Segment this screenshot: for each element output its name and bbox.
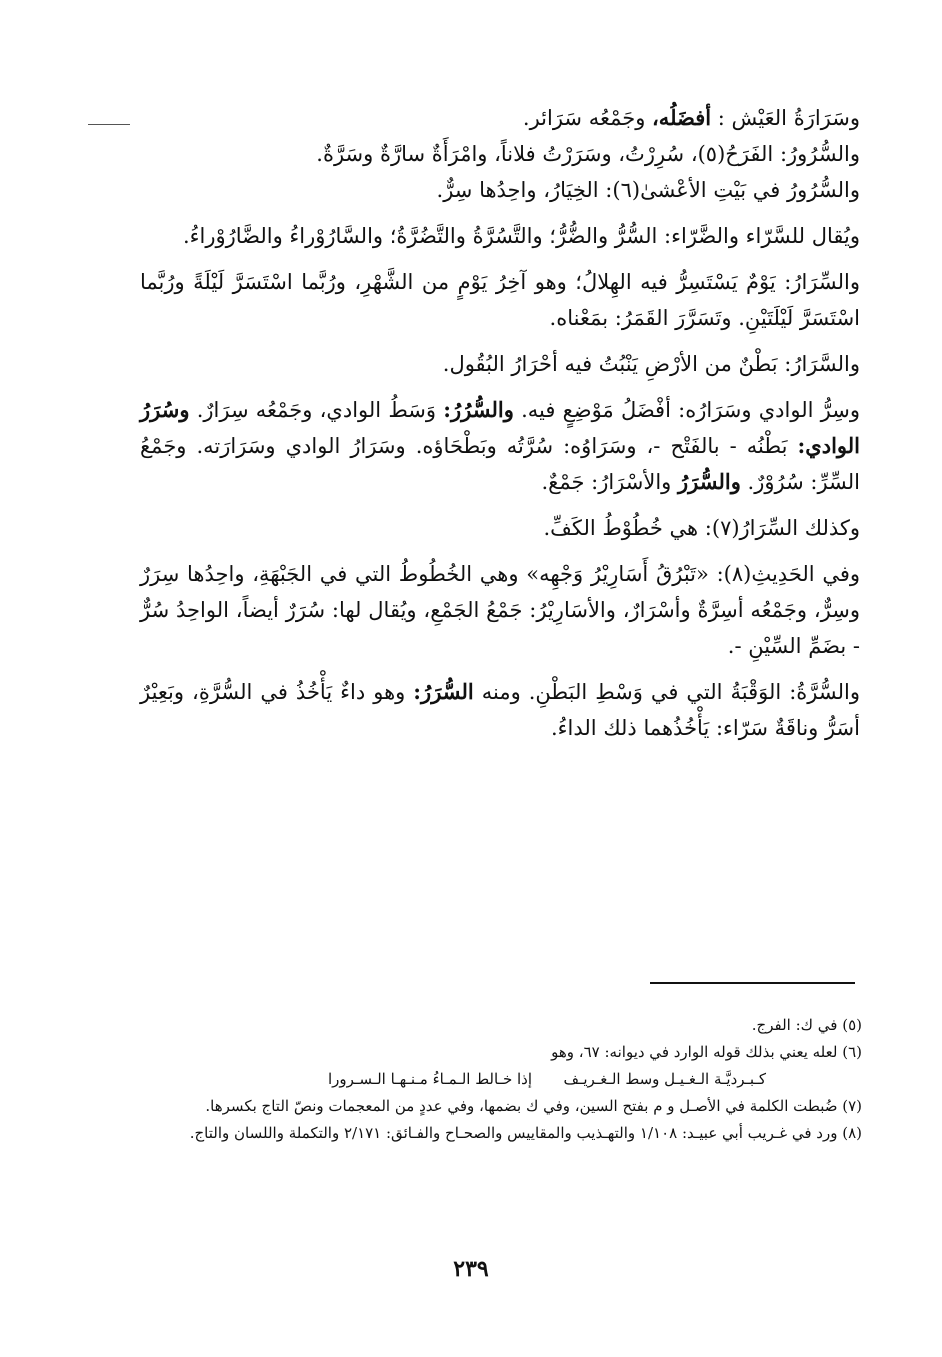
entry-surra: [140, 674, 860, 746]
footnote-5: (٥) في ك: الفرج.: [751, 1016, 862, 1034]
page-number: ٢٣٩: [453, 1256, 489, 1282]
verse-first-hemistich: كـبـرديَّـة الـغـيـل وسط الـغـريـف: [563, 1070, 766, 1088]
bold-term: أفضَلُه،: [652, 105, 712, 130]
entry-sirar-hilal: والسِّرَارُ: يَوْمٌ يَسْتَسِرُّ فيه الهِلالُ؛ وهو آخِرُ يَوْمٍ من الشَّهْرِ، ورُبَّما اسْتَسَرَّ لَيْلَةً ورُبَّما اسْتَسَرَّ لَيْلَتَيْنِ. وتَسَرَّرَ القَمَرُ: بمَعْناه.: [140, 270, 860, 330]
text-span: وجَمْعُه سَرَائر.: [522, 106, 646, 130]
bold-term: والسُّرَرُ: [678, 469, 741, 494]
entry-sarra-darra: ويُقال للسَّرّاء والضَّرّاء: السُّرُّ والضُّرُّ؛ والتَّسُرَّةُ والتَّضُرَّةُ؛ والسَّارُوْراءُ والضَّارُوْراءُ.: [182, 224, 860, 248]
entry-sarar-ard: والسَّرَارُ: بَطْنٌ من الأرْضِ يَنْبُتُ فيه أحْرَارُ البُقُول.: [442, 352, 860, 376]
margin-mark: [88, 124, 130, 125]
main-text: [140, 100, 860, 756]
footnote-7: (٧) ضُبطت الكلمة في الأصـل و م بفتح السين، وفي ك بضمها، وفي عددٍ من المعجمات ونصّ التاج بكسرها.: [205, 1097, 862, 1115]
text-span: وَسَطُ الوادي، وجَمْعُه سِرَارٌ.: [196, 398, 437, 422]
text-span: بَطْنُه - بالفَتْح -، وسَرَاوُه: سُرَّتُه وبَطْحَاؤه. وسَرَارُ الوادي وسَرَارَته. وجَمْعُ السِّرِّ: سُرُوْرٌ.: [140, 434, 860, 494]
entry-sirar-kaff: وكذلك السِّرَارُ(٧): هي خُطُوْطُ الكَفِّ.: [543, 516, 860, 540]
bold-term: السُّرَرُ:: [413, 679, 474, 704]
footnote-8: (٨) ورد في غـريب أبي عبيـد: ١/١٠٨ والتهـذيب والمقاييس والصحـاح والفـائق: ٢/١٧١ والتكملة واللسان والتاج.: [189, 1124, 862, 1142]
text-span: والأسْرَارُ: جَمْعٌ.: [541, 470, 672, 494]
entry-hadith-asarir: وفي الحَدِيثِ(٨): «تَبْرُقُ أَسَارِيْرُ وَجْهِه» وهي الخُطُوطُ التي في الجَبْهَةِ، واحِدُها سِرَرٌ وسِرٌّ، وجَمْعُه أسِرَّةٌ وأسْرَارٌ، والأسَارِيْرُ: جَمْعُ الجَمْعِ، ويُقال لها: سُرَرٌ أيضاً، الواحِدُ سُرٌّ - بضَمِّ السِّيْنِ -.: [140, 562, 861, 658]
footnote-6-verse: [140, 1066, 862, 1093]
bold-term: وسُرَرُ الوادي:: [140, 397, 860, 458]
text-span: وسَرَارَةُ العَيْش :: [717, 106, 860, 130]
entry-surur-al-asha: والسُّرُورُ في بَيْتِ الأعْشىٰ(٦): الخِيَارُ، واحِدُها سِرٌّ.: [436, 178, 860, 202]
entry-sirr-al-wadi: [140, 392, 860, 500]
footnote-6: (٦) لعله يعني بذلك قوله الوارد في ديوانه: ٦٧، وهو: [551, 1043, 862, 1061]
text-span: والسُّرَّةُ: الوَقْبَةُ التي في وَسْطِ البَطْنِ. ومنه: [481, 680, 860, 704]
bold-term: والسُّرُرُ:: [443, 397, 514, 422]
text-span: وسِرُّ الوادي وسَرَارُه: أفْضَلُ مَوْضِعٍ فيه.: [521, 398, 860, 422]
text-span: وهو داءٌ يَأْخُذُ في السُّرَّةِ، وبَعِيْرٌ أسَرُّ وناقَةٌ سَرّاء: يَأْخُذُهما ذلك الداءُ.: [140, 680, 860, 740]
footnotes: [140, 1012, 862, 1147]
footnote-divider: [650, 982, 855, 984]
verse-second-hemistich: إذا خـالط الـمـاءُ مـنـهـا الـسـرورا: [328, 1070, 533, 1088]
entry-surur: والسُّرُورُ: الفَرَحُ(٥)، سُرِرْتُ، وسَرَرْتُ فلاناً، وامْرَأَةٌ سارَّةٌ وسَرَّةٌ.: [316, 142, 860, 166]
entry-sararat-al-aysh: [140, 100, 860, 136]
